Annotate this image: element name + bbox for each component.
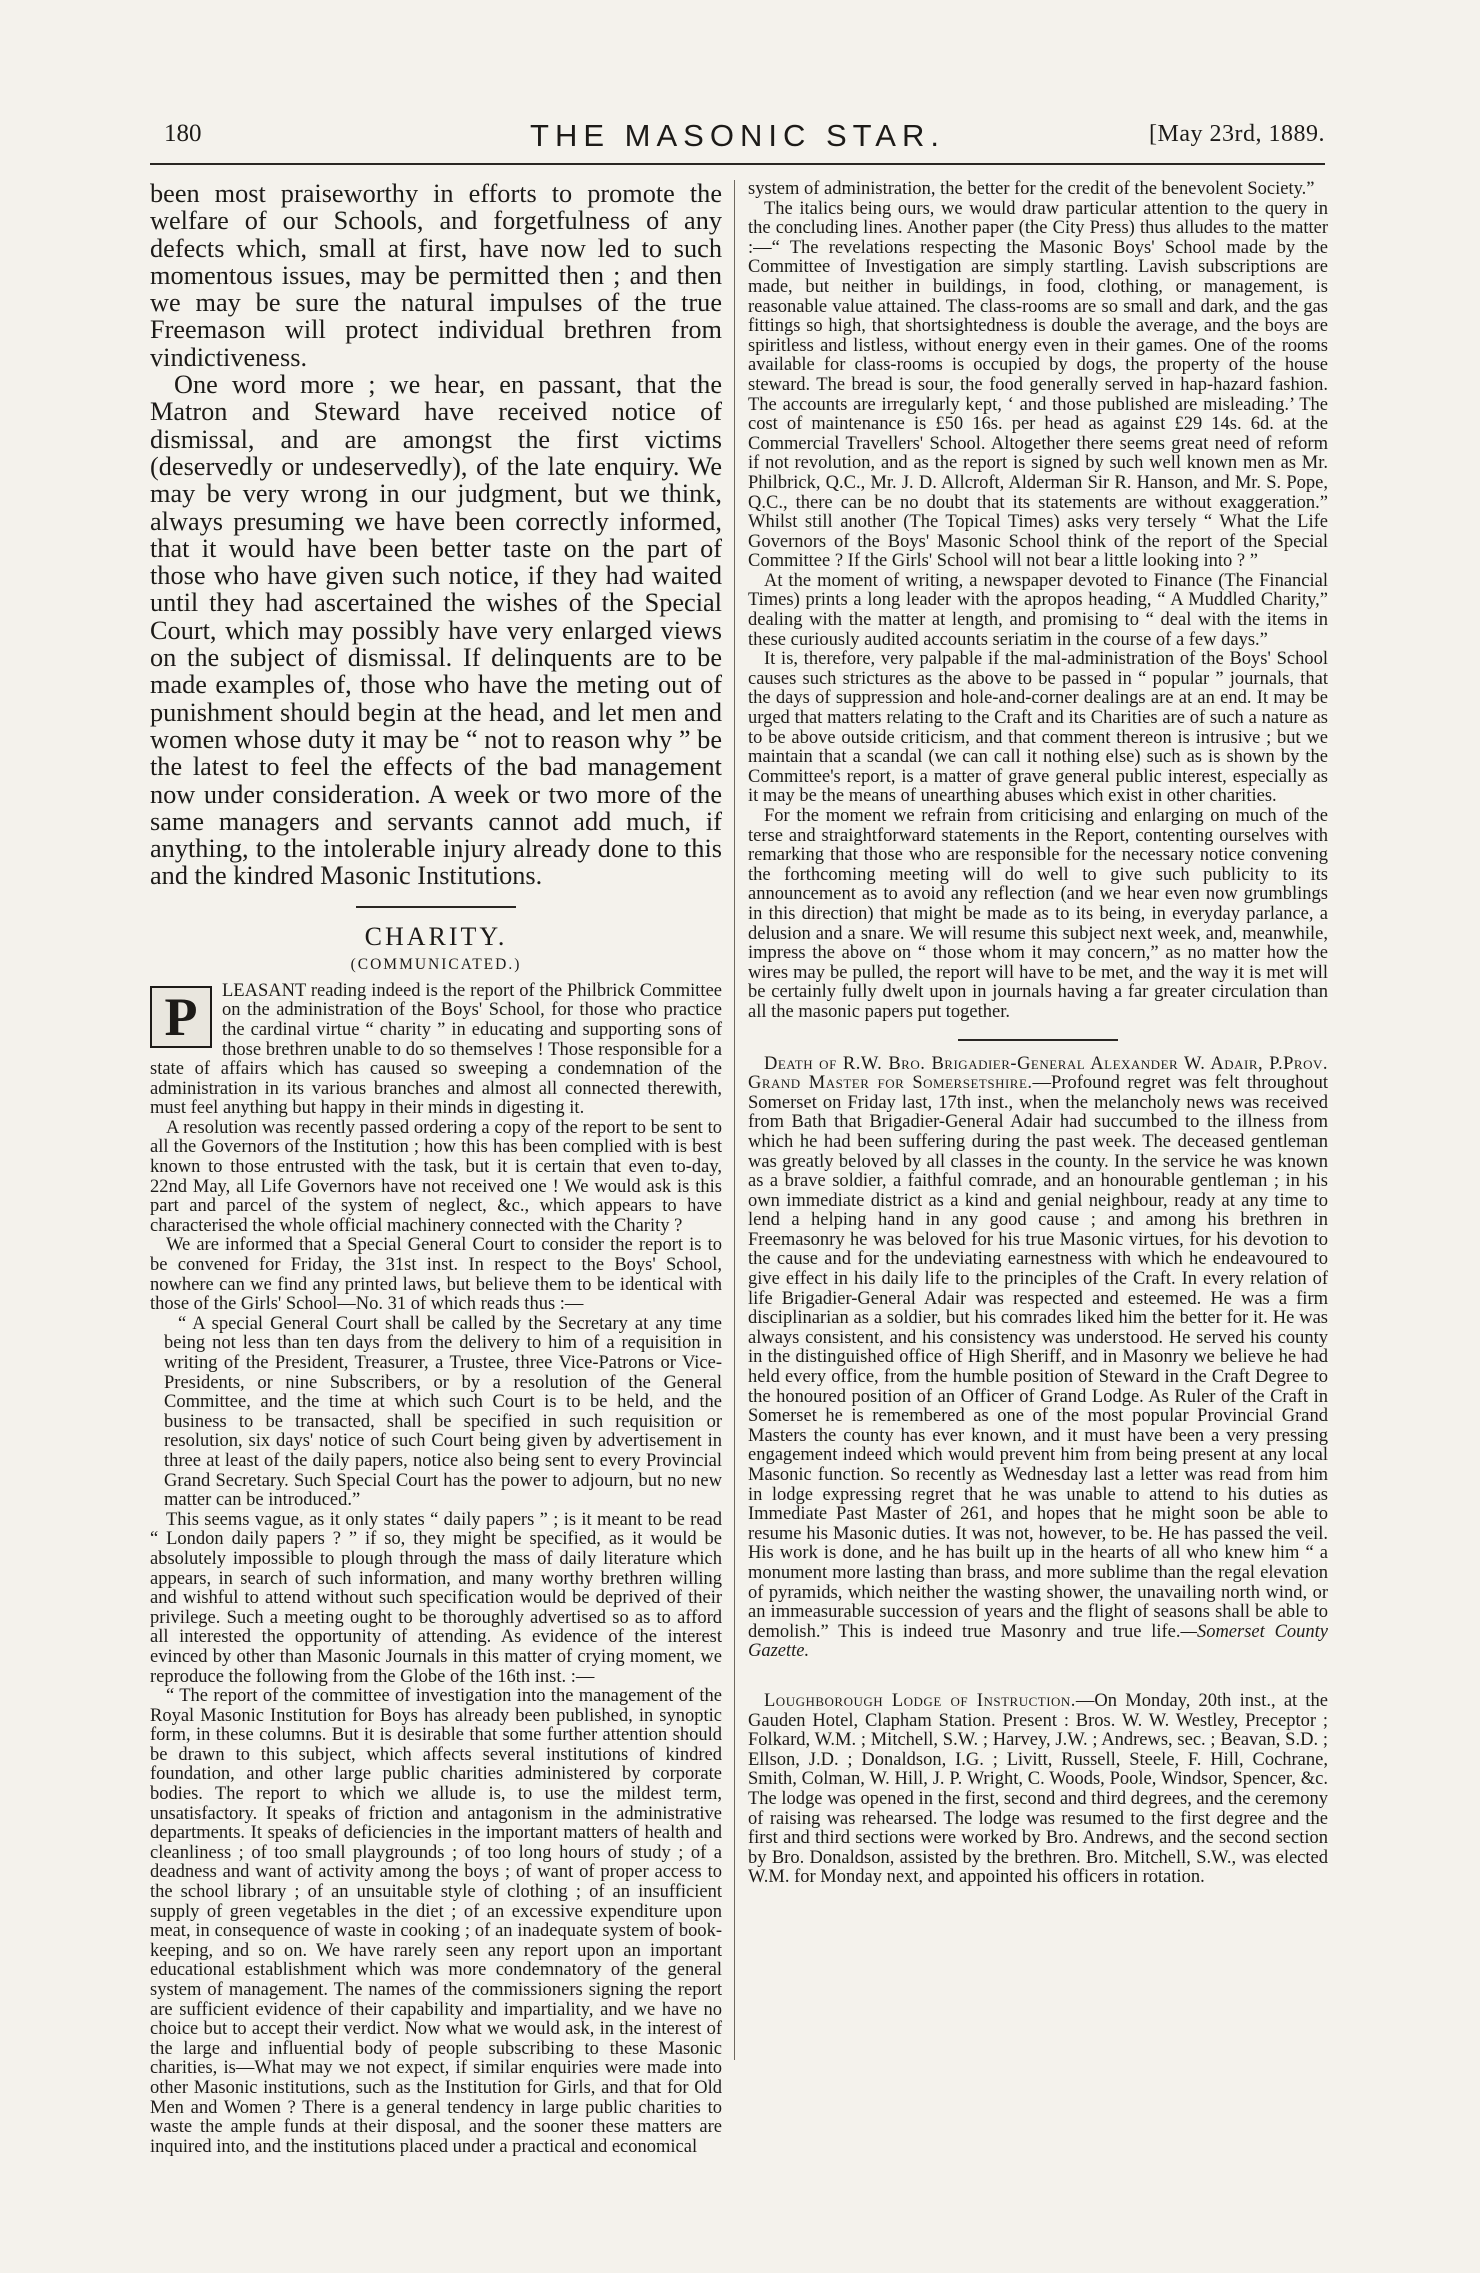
paragraph: At the moment of writing, a newspaper devoted to Finance (The Financial Times) prints a long leader with the apropos heading, “ A Muddled Charity,” dealing with the matter at length, and promising to “ deal with the items in these curiously audited accounts seriatim in the course of a few days.”: [748, 570, 1328, 650]
drop-cap: P: [150, 986, 212, 1048]
paragraph: system of administration, the better for the credit of the benevolent Society.”: [748, 179, 1315, 199]
paragraph: [748, 1692, 1328, 1888]
lodge-notice: [748, 1692, 1328, 1888]
paragraph: This seems vague, as it only states “ daily papers ” ; is it meant to be read “ London daily papers ? ” if so, they might be specified, as it would be absolutely impossible to plough through the mass of daily literature which appears, in search of such information, and many worthy brethren willing and wishful to attend without such specification would be deprived of their privilege. Such a meeting ought to be thoroughly advertised so as to afford all interested the opportunity of attending. As evidence of the interest evinced by other than Masonic Journals in this matter of crying moment, we reproduce the following from the Globe of the 16th inst. :—: [150, 1509, 722, 1687]
block-quote: “ The report of the committee of investigation into the management of the Royal Masonic Institution for Boys has already been published, in synoptic form, in these columns. But it is desirable that some further attention should be drawn to this subject, which affects several institutions of kindred foundation, and other large public charities administered by corporate bodies. The report to which we allude is, to use the mildest term, unsatisfactory. It speaks of friction and antagonism in the administrative departments. It speaks of deficiencies in the important matters of health and cleanliness ; of too small playgrounds ; of too long hours of study ; of a deadness and want of activity among the boys ; of want of proper access to the school library ; of an unsuitable style of clothing ; of an insufficient supply of green vegetables in the diet ; of an excessive expenditure upon meat, in consequence of waste in cooking ; of an inadequate system of book-keeping, and so on. We have rarely seen any report upon an important educational establishment which was more condemnatory of the general system of management. The names of the commissioners signing the report are sufficient evidence of their capability and impartiality, and we have no choice but to accept their verdict. Now what we would ask, in the interest of the large and influential body of people subscribing to these Masonic charities, is—What may we not expect, if similar enquiries were made into other Masonic institutions, such as the Institution for Girls, and that for Old Men and Women ? There is a general tendency in large public charities to waste the ample funds at their disposal, and the sooner these matters are inquired into, and the institutions placed under a practical and economical: [150, 1686, 722, 2157]
paragraph: been most praiseworthy in efforts to promote the welfare of our Schools, and forgetfulness of any defects which, small at first, have now led to such momentous issues, may be permitted then ; and then we may be sure the natural impulses of the true Freemason will protect individual brethren from vindictiveness.: [150, 179, 722, 372]
paragraph: It is, therefore, very palpable if the mal-administration of the Boys' School causes such strictures as the above to be passed in “ popular ” journals, that the days of suppression and hole-and-corner dealings are at an end. It may be urged that matters relating to the Craft and its Charities are of such a nature as to be above outside criticism, and that comment thereon is intrusive ; but we maintain that a scandal (we can call it nothing else) such as is shown by the Committee's report, is a matter of grave general public interest, especially as it may be the means of unearthing abuses which exist in other charities.: [748, 649, 1328, 807]
charity-article: [150, 982, 722, 2158]
section-heading: CHARITY.: [364, 921, 508, 951]
paragraph-text: LEASANT reading indeed is the report of the Philbrick Committee on the administration of the Boys' School, for those who practice the cardinal virtue “ charity ” in educating and supporting sons of those brethren unable to do so themselves ! Those responsible for a state of affairs which has caused so sweeping a condemnation of the administration in its various branches and almost all connected therewith, must feel anything but happy in their minds in digesting it.: [150, 980, 722, 1119]
issue-date: [May 23rd, 1889.: [1149, 121, 1325, 147]
right-column: [748, 180, 1328, 1888]
death-notice: [748, 1055, 1328, 1662]
paragraph: [748, 1055, 1328, 1662]
masthead: [150, 118, 1325, 162]
notice-source: —Somerset County Gazette.: [748, 1621, 1329, 1662]
paragraph: One word more ; we hear, en passant, that the Matron and Steward have received notice of dismissal, and are amongst the first victims (deservedly or undeservedly), of the late enquiry. We may be very wrong in our judgment, but we think, always presuming we have been correctly informed, that it would have been better taste on the part of those who have given such notice, if they had waited until they had ascertained the wishes of the Special Court, which may possibly have very enlarged views on the subject of dismissal. If delinquents are to be made examples of, those who have the meting out of punishment should begin at the head, and let men and women whose duty it may be “ not to reason why ” be the latest to feel the effects of the bad management now under consideration. A week or two more of the same managers and servants cannot add much, if anything, to the intolerable injury already done to this and the kindred Masonic Institutions.: [150, 370, 722, 891]
paragraph: We are informed that a Special General Court to consider the report is to be convened for Friday, the 31st inst. In respect to the Boys' School, nowhere can we find any printed laws, but believe them to be identical with those of the Girls' School—No. 31 of which reads thus :—: [150, 1235, 722, 1315]
page-number: 180: [164, 120, 202, 147]
block-quote: “ A special General Court shall be called by the Secretary at any time being not less than ten days from the delivery to him of a requisition in writing of the President, Treasurer, a Trustee, three Vice-Patrons or Vice-Presidents, or nine Subscribers, or by a resolution of the General Committee, and the time at which such Court is to be held, and the business to be transacted, shall be specified in such requisition or resolution, six days' notice of such Court being given by advertisement in three at least of the daily papers, notice also being sent to every Provincial Grand Secretary. Such Special Court has the power to adjourn, but no new matter can be introduced.”: [164, 1313, 722, 1511]
editorial-continuation: [150, 180, 722, 890]
section-divider: [356, 906, 516, 908]
newspaper-title: THE MASONIC STAR.: [530, 118, 945, 153]
header-rule: [150, 163, 1325, 165]
left-column: [150, 180, 722, 2157]
paragraph: For the moment we refrain from criticising and enlarging on much of the terse and straightforward statements in the Report, contenting ourselves with remarking that those who are responsible for the necessary notice convening the forthcoming meeting will do well to give such publicity to its announcement as to avoid any reflection (and we hear even now grumblings in this direction) that might be made as to its being, in everyday parlance, a delusion and a snare. We will resume this subject next week, and, meanwhile, impress the above on “ those whom it may concern,” as no matter how the wires may be pulled, the report will have to be met, and the way it is met will be certainly fully dwelt upon in journals having a far greater circulation than all the masonic papers put together.: [748, 806, 1328, 1022]
section-divider: [958, 1039, 1118, 1041]
section-subheading: (COMMUNICATED.): [350, 955, 522, 973]
paragraph: The italics being ours, we would draw particular attention to the query in the concluding lines. Another paper (the City Press) thus alludes to the matter :—“ The revelations respecting the Masonic Boys' School made by the Committee of Investigation are simply startling. Lavish subscriptions are made, but neither in buildings, in food, clothing, or management, is reasonable value attained. The class-rooms are so small and dark, and the gas fittings so high, that shortsightedness is double the average, and the boys are spiritless and listless, without energy even in their games. One of the rooms available for class-rooms is occupied by dogs, the property of the house steward. The bread is sour, the food generally served in hap-hazard fashion. The accounts are irregularly kept, ‘ and those published are misleading.’ The cost of maintenance is £50 16s. per head as against £29 14s. 6d. at the Commercial Travellers' School. Altogether there seems great need of reform if not revolution, and as the report is signed by such well known men as Mr. Philbrick, Q.C., Mr. J. D. Allcroft, Alderman Sir R. Hanson, and Mr. S. Pope, Q.C., there can be no doubt that its statements are without exaggeration.” Whilst still another (The Topical Times) asks very tersely “ What the Life Governors of the Boys' Masonic School think of the report of the Special Committee ? If the Girls' School will not bear a little looking into ? ”: [748, 198, 1328, 572]
notice-heading: Death of R.W. Bro. Brigadier-General Alexander W. Adair, P.Prov. Grand Master for Somersetshire.: [748, 1053, 1328, 1094]
notice-body: —Profound regret was felt throughout Somerset on Friday last, 17th inst., when the melancholy news was received from Bath that Brigadier-General Adair had succumbed to the illness from which he had been suffering during the past week. The deceased gentleman was greatly beloved by all classes in the county. In the service he was known as a brave soldier, a faithful comrade, and an honourable gentleman ; in his own immediate district as a kind and genial neighbour, ready at any time to lend a helping hand in any good cause ; and among his brethren in Freemasonry he was beloved for his true Masonic virtues, for his devotion to the cause and for the undeviating earnestness with which he endeavoured to give effect in his daily life to the principles of the Craft. In every relation of life Brigadier-General Adair was respected and esteemed. He was a firm disciplinarian as a soldier, but his comrades liked him the better for it. He was always consistent, and his consistency was understood. He served his county in the distinguished office of High Sheriff, and in Masonry we believe he had held every office, from the humble position of Steward in the Craft Degree to the honoured position of an Officer of Grand Lodge. As Ruler of the Craft in Somerset he is remembered as one of the most popular Provincial Grand Masters the county has ever known, and it must have been a very pressing engagement indeed which would prevent him from being present at any local Masonic function. So recently as Wednesday last a letter was read from him in lodge expressing regret that he was unable to attend to his duties as Immediate Past Master of 261, and hopes that he might soon be able to resume his Masonic duties. It was not, however, to be. He has passed the veil. His work is done, and he has built up in the hearts of all who knew him “ a monument more lasting than brass, and more sublime than the regal elevation of pyramids, which neither the wasting shower, the unavailing north wind, or an immeasurable succession of years and the flight of seasons shall be able to demolish.” This is indeed true Masonry and true life.: [748, 1073, 1329, 1642]
notice-body: —On Monday, 20th inst., at the Gauden Hotel, Clapham Station. Present : Bros. W. W. Westley, Preceptor ; Folkard, W.M. ; Mitchell, S.W. ; Harvey, J.W. ; Andrews, sec. ; Beavan, S.D. ; Ellson, J.D. ; Donaldson, I.G. ; Livitt, Russell, Steele, F. Hill, Cochrane, Smith, Colman, W. Hill, J. P. Wright, C. Woods, Poole, Windsor, Spencer, &c. The lodge was opened in the first, second and third degrees, and the ceremony of raising was rehearsed. The lodge was resumed to the first degree and the first and third sections were worked by Bro. Andrews, and the second section by Bro. Donaldson, assisted by the brethren. Bro. Mitchell, S.W., was elected W.M. for Monday next, and appointed his officers in rotation.: [748, 1690, 1329, 1888]
notice-heading: Loughborough Lodge of Instruction.: [764, 1690, 1076, 1711]
charity-article-continued: [748, 180, 1328, 1023]
paragraph: [150, 982, 722, 1119]
paragraph: A resolution was recently passed ordering a copy of the report to be sent to all the Governors of the Institution ; how this has been complied with is best known to those entrusted with the task, but it is certain that even to-day, 22nd May, all Life Governors have not received one ! We would ask is this part and parcel of the system of neglect, &c., which appears to have characterised the whole official machinery connected with the Charity ?: [150, 1117, 722, 1236]
column-divider: [734, 180, 735, 2060]
